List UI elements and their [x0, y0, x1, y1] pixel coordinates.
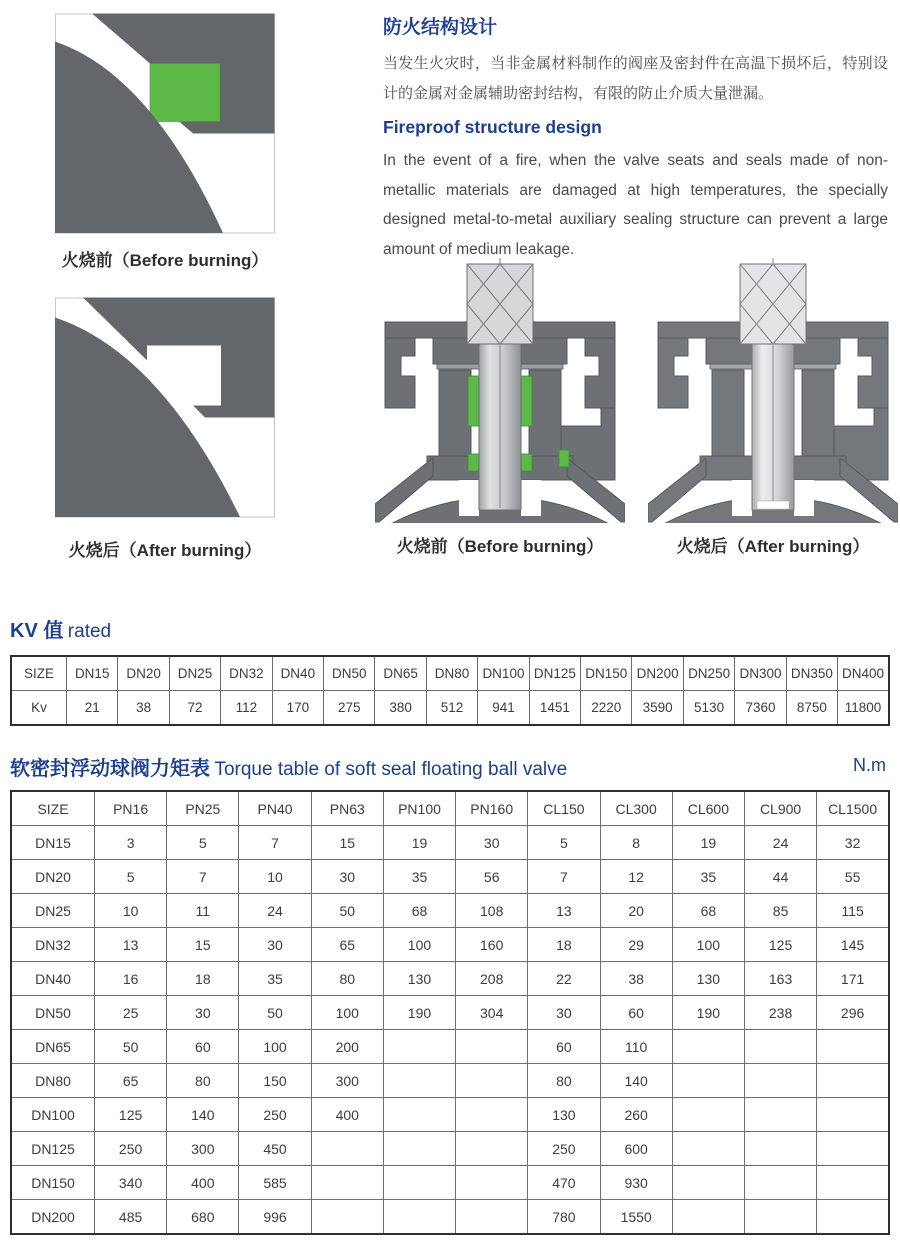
table-cell: 30	[239, 928, 311, 962]
table-cell: 35	[672, 860, 744, 894]
table-cell: 470	[528, 1166, 600, 1200]
table-cell: 11	[167, 894, 239, 928]
table-cell: 296	[817, 996, 889, 1030]
table-cell	[456, 1166, 528, 1200]
table-cell: 10	[239, 860, 311, 894]
table-cell: 38	[118, 691, 169, 726]
table-cell: DN40	[11, 962, 95, 996]
table-cell: DN25	[11, 894, 95, 928]
table-cell	[383, 1200, 455, 1235]
valve-before-label: 火烧前（Before burning）	[396, 537, 604, 556]
table-cell: 60	[167, 1030, 239, 1064]
torque-table	[10, 790, 890, 1235]
table-cell: 16	[95, 962, 167, 996]
table-cell	[817, 1132, 889, 1166]
table-row	[11, 996, 889, 1030]
table-cell: 38	[600, 962, 672, 996]
table-cell: 585	[239, 1166, 311, 1200]
table-cell: 125	[95, 1098, 167, 1132]
valve-after-figure	[648, 258, 898, 523]
table-cell: 55	[817, 860, 889, 894]
table-cell: 450	[239, 1132, 311, 1166]
table-cell	[744, 1064, 816, 1098]
table-cell: 780	[528, 1200, 600, 1235]
table-cell: 65	[95, 1064, 167, 1098]
table-cell: 190	[383, 996, 455, 1030]
table-cell: 100	[311, 996, 383, 1030]
table-cell: DN125	[11, 1132, 95, 1166]
table-cell: CL300	[600, 791, 672, 826]
table-cell: SIZE	[11, 791, 95, 826]
table-cell: 24	[744, 826, 816, 860]
table-cell	[311, 1132, 383, 1166]
valve-before-diagram	[375, 258, 625, 523]
table-cell: DN50	[11, 996, 95, 1030]
table-cell: 250	[528, 1132, 600, 1166]
table-cell: DN400	[838, 656, 889, 691]
table-cell: 400	[167, 1166, 239, 1200]
table-cell	[311, 1166, 383, 1200]
table-cell	[744, 1030, 816, 1064]
table-cell: 15	[311, 826, 383, 860]
table-cell: 68	[383, 894, 455, 928]
table-cell: 512	[426, 691, 477, 726]
table-cell	[672, 1030, 744, 1064]
table-cell: DN80	[426, 656, 477, 691]
table-cell: 85	[744, 894, 816, 928]
table-cell	[672, 1132, 744, 1166]
table-cell: 30	[528, 996, 600, 1030]
table-cell: DN150	[11, 1166, 95, 1200]
table-cell	[456, 1064, 528, 1098]
valve-before-figure	[375, 258, 625, 523]
table-cell: 11800	[838, 691, 889, 726]
table-cell: 21	[67, 691, 118, 726]
table-cell: 19	[672, 826, 744, 860]
table-cell: 2220	[581, 691, 632, 726]
table-cell	[672, 1098, 744, 1132]
table-row	[11, 1030, 889, 1064]
table-cell: DN20	[118, 656, 169, 691]
table-cell: 108	[456, 894, 528, 928]
table-cell: 29	[600, 928, 672, 962]
seat-after-figure	[55, 295, 275, 520]
table-cell: 5130	[683, 691, 734, 726]
table-cell: 250	[239, 1098, 311, 1132]
table-cell: 32	[817, 826, 889, 860]
table-row	[11, 1132, 889, 1166]
table-cell: 170	[272, 691, 323, 726]
table-cell: 19	[383, 826, 455, 860]
table-cell	[744, 1098, 816, 1132]
table-cell: 300	[311, 1064, 383, 1098]
table-cell: 130	[383, 962, 455, 996]
table-cell: 250	[95, 1132, 167, 1166]
table-cell: CL900	[744, 791, 816, 826]
table-cell: 44	[744, 860, 816, 894]
table-row	[11, 894, 889, 928]
table-cell: 5	[95, 860, 167, 894]
table-cell: 10	[95, 894, 167, 928]
table-cell: 35	[239, 962, 311, 996]
table-cell: 20	[600, 894, 672, 928]
table-cell	[456, 1200, 528, 1235]
table-cell: 680	[167, 1200, 239, 1235]
table-cell: 80	[528, 1064, 600, 1098]
table-cell: DN250	[683, 656, 734, 691]
table-cell: DN100	[11, 1098, 95, 1132]
table-row	[11, 962, 889, 996]
table-cell: 50	[239, 996, 311, 1030]
valve-after-label: 火烧后（After burning）	[676, 537, 870, 556]
table-cell	[383, 1064, 455, 1098]
table-cell: DN300	[735, 656, 786, 691]
table-cell: 340	[95, 1166, 167, 1200]
fireproof-title-en: Fireproof structure design	[383, 117, 602, 137]
seat-after-diagram	[55, 295, 275, 520]
table-cell: DN65	[11, 1030, 95, 1064]
torque-heading	[10, 752, 567, 781]
table-cell: 50	[311, 894, 383, 928]
table-cell	[672, 1166, 744, 1200]
seat-before-figure	[55, 10, 275, 237]
table-cell: 56	[456, 860, 528, 894]
table-cell: 380	[375, 691, 426, 726]
table-cell: 238	[744, 996, 816, 1030]
kv-table	[10, 655, 890, 726]
table-cell: Kv	[11, 691, 67, 726]
table-cell: DN50	[324, 656, 375, 691]
table-cell: 140	[600, 1064, 672, 1098]
table-cell	[383, 1132, 455, 1166]
table-cell: 100	[239, 1030, 311, 1064]
table-cell: 1550	[600, 1200, 672, 1235]
table-cell: DN15	[67, 656, 118, 691]
table-cell: 25	[95, 996, 167, 1030]
table-cell: 171	[817, 962, 889, 996]
table-cell: 12	[600, 860, 672, 894]
table-cell: 30	[311, 860, 383, 894]
table-cell: 68	[672, 894, 744, 928]
table-cell	[672, 1200, 744, 1235]
table-cell: DN32	[11, 928, 95, 962]
table-cell: PN100	[383, 791, 455, 826]
table-cell	[744, 1132, 816, 1166]
table-cell: 140	[167, 1098, 239, 1132]
table-cell	[383, 1030, 455, 1064]
table-cell: 60	[528, 1030, 600, 1064]
seat-before-diagram	[55, 10, 275, 237]
table-cell: DN40	[272, 656, 323, 691]
table-cell: 80	[167, 1064, 239, 1098]
table-cell: PN63	[311, 791, 383, 826]
table-row	[11, 1166, 889, 1200]
table-cell: 7	[528, 860, 600, 894]
kv-heading	[10, 614, 111, 643]
table-row	[11, 1200, 889, 1235]
table-cell: DN20	[11, 860, 95, 894]
torque-unit: N.m	[853, 755, 886, 775]
kv-heading-en: rated	[67, 621, 112, 642]
table-cell: 3590	[632, 691, 683, 726]
table-cell	[672, 1064, 744, 1098]
table-cell: PN16	[95, 791, 167, 826]
table-cell: 260	[600, 1098, 672, 1132]
table-cell: DN125	[529, 656, 580, 691]
table-cell: DN150	[581, 656, 632, 691]
table-cell	[456, 1098, 528, 1132]
table-cell: 60	[600, 996, 672, 1030]
seat-after-label: 火烧后（After burning）	[68, 541, 262, 560]
table-cell: 7	[167, 860, 239, 894]
table-cell	[311, 1200, 383, 1235]
table-cell: 8750	[786, 691, 837, 726]
table-cell: DN350	[786, 656, 837, 691]
table-cell: DN200	[11, 1200, 95, 1235]
table-cell: 300	[167, 1132, 239, 1166]
table-cell: 160	[456, 928, 528, 962]
torque-heading-zh: 软密封浮动球阀力矩表	[10, 758, 210, 780]
table-cell: 110	[600, 1030, 672, 1064]
table-cell: 13	[95, 928, 167, 962]
table-cell: 13	[528, 894, 600, 928]
table-cell: 600	[600, 1132, 672, 1166]
table-cell	[383, 1098, 455, 1132]
table-cell	[817, 1098, 889, 1132]
fireproof-body-zh: 当发生火灾时，当非金属材料制作的阀座及密封件在高温下损坏后，特别设计的金属对金属辅助密封结构，有限的防止介质大量泄漏。	[383, 55, 888, 102]
torque-heading-en: Torque table of soft seal floating ball valve	[214, 759, 568, 780]
seat-before-label: 火烧前（Before burning）	[61, 251, 269, 270]
table-cell: 200	[311, 1030, 383, 1064]
table-cell: DN65	[375, 656, 426, 691]
fireproof-body-en: In the event of a fire, when the valve seats and seals made of non-metallic materials are damaged at high temperatures, the specially designed metal-to-metal auxiliary sealing structure can prevent a large amount of medium leakage.	[383, 152, 888, 258]
table-cell	[817, 1030, 889, 1064]
table-cell: 30	[456, 826, 528, 860]
valve-after-diagram	[648, 258, 898, 523]
table-cell: 8	[600, 826, 672, 860]
table-cell: 72	[169, 691, 220, 726]
table-cell: 100	[672, 928, 744, 962]
table-cell: DN25	[169, 656, 220, 691]
table-cell: 150	[239, 1064, 311, 1098]
table-cell	[817, 1166, 889, 1200]
table-cell: DN32	[221, 656, 272, 691]
table-cell: 112	[221, 691, 272, 726]
table-cell: 18	[167, 962, 239, 996]
table-cell: 7	[239, 826, 311, 860]
table-cell: 275	[324, 691, 375, 726]
table-row	[11, 691, 889, 726]
table-cell: PN160	[456, 791, 528, 826]
table-cell: 145	[817, 928, 889, 962]
table-cell: 125	[744, 928, 816, 962]
table-cell	[744, 1200, 816, 1235]
table-row	[11, 826, 889, 860]
table-cell: 22	[528, 962, 600, 996]
table-cell	[383, 1166, 455, 1200]
table-cell: 80	[311, 962, 383, 996]
table-cell: 35	[383, 860, 455, 894]
table-cell: 130	[672, 962, 744, 996]
table-cell: DN80	[11, 1064, 95, 1098]
table-cell: DN200	[632, 656, 683, 691]
table-cell	[456, 1030, 528, 1064]
table-row	[11, 928, 889, 962]
table-cell: SIZE	[11, 656, 67, 691]
table-cell: 5	[167, 826, 239, 860]
table-cell: 7360	[735, 691, 786, 726]
table-cell: 190	[672, 996, 744, 1030]
table-row	[11, 656, 889, 691]
table-cell: 163	[744, 962, 816, 996]
table-cell: 208	[456, 962, 528, 996]
table-cell: 30	[167, 996, 239, 1030]
table-row	[11, 860, 889, 894]
table-cell: 130	[528, 1098, 600, 1132]
table-cell: 15	[167, 928, 239, 962]
table-row	[11, 1064, 889, 1098]
table-cell: 3	[95, 826, 167, 860]
table-cell: PN25	[167, 791, 239, 826]
table-cell: 18	[528, 928, 600, 962]
kv-heading-zh: KV 值	[10, 620, 64, 642]
table-cell: 5	[528, 826, 600, 860]
table-cell: 50	[95, 1030, 167, 1064]
table-cell: 996	[239, 1200, 311, 1235]
table-cell	[456, 1132, 528, 1166]
table-cell	[817, 1200, 889, 1235]
table-cell: 1451	[529, 691, 580, 726]
table-cell: 100	[383, 928, 455, 962]
table-cell: 930	[600, 1166, 672, 1200]
table-cell: 485	[95, 1200, 167, 1235]
table-cell: CL600	[672, 791, 744, 826]
table-cell: 65	[311, 928, 383, 962]
table-cell: 400	[311, 1098, 383, 1132]
table-cell: DN15	[11, 826, 95, 860]
table-cell: 304	[456, 996, 528, 1030]
table-cell: DN100	[478, 656, 529, 691]
table-cell: PN40	[239, 791, 311, 826]
fireproof-section	[383, 12, 888, 264]
table-cell: 115	[817, 894, 889, 928]
table-cell: 24	[239, 894, 311, 928]
table-cell: CL150	[528, 791, 600, 826]
table-row	[11, 1098, 889, 1132]
table-row	[11, 791, 889, 826]
fireproof-title-zh: 防火结构设计	[383, 17, 498, 38]
table-cell: CL1500	[817, 791, 889, 826]
table-cell	[744, 1166, 816, 1200]
table-cell	[817, 1064, 889, 1098]
table-cell: 941	[478, 691, 529, 726]
